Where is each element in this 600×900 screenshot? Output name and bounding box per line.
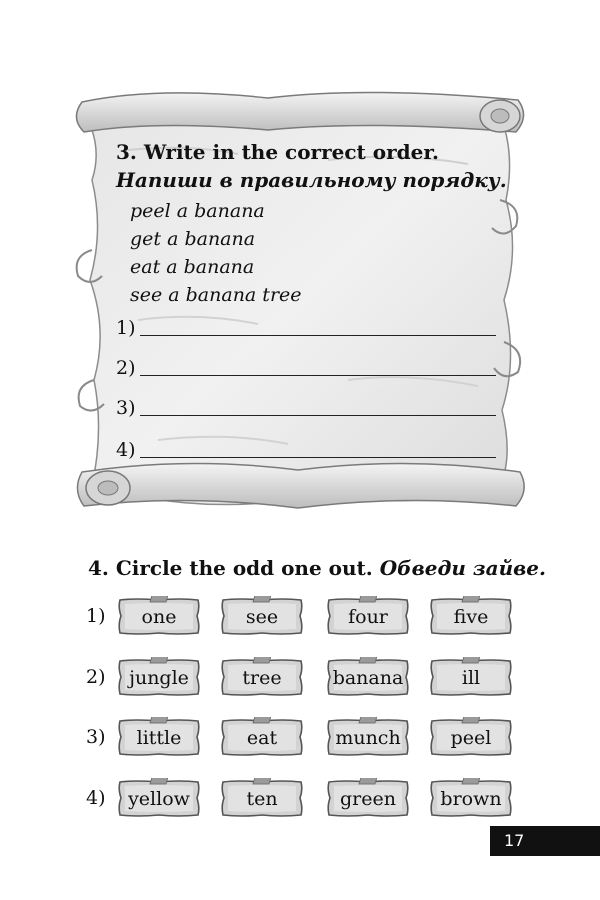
word-card[interactable] bbox=[428, 596, 514, 636]
word-card[interactable] bbox=[116, 717, 202, 757]
word-label: one bbox=[141, 606, 177, 628]
word-card[interactable] bbox=[428, 657, 514, 697]
word-card[interactable] bbox=[219, 657, 305, 697]
word-label: yellow bbox=[128, 788, 190, 810]
exercise-4-title bbox=[88, 556, 546, 580]
word-card[interactable] bbox=[219, 778, 305, 818]
answer-line-2[interactable] bbox=[116, 354, 496, 382]
row-number: 2) bbox=[86, 666, 106, 688]
word-label: brown bbox=[440, 788, 502, 810]
exercise-3-subtitle: Напиши в правильному порядку. bbox=[116, 168, 507, 192]
word-label: see bbox=[245, 606, 279, 628]
exercise-3-scroll bbox=[68, 80, 528, 520]
word-label: four bbox=[348, 606, 388, 628]
exercise-4-title-en: 4. Circle the odd one out. bbox=[88, 556, 373, 580]
word-card[interactable] bbox=[219, 596, 305, 636]
odd-one-out-row bbox=[86, 778, 526, 822]
phrase-item: peel a banana bbox=[130, 200, 265, 222]
answer-number: 1) bbox=[116, 317, 136, 339]
answer-blank[interactable] bbox=[140, 335, 496, 336]
answer-line-4[interactable] bbox=[116, 436, 496, 464]
word-label: munch bbox=[335, 727, 401, 749]
word-card[interactable] bbox=[325, 596, 411, 636]
odd-one-out-row bbox=[86, 596, 526, 640]
answer-number: 2) bbox=[116, 357, 136, 379]
answer-number: 3) bbox=[116, 397, 136, 419]
answer-blank[interactable] bbox=[140, 375, 496, 376]
answer-line-1[interactable] bbox=[116, 314, 496, 342]
word-card[interactable] bbox=[219, 717, 305, 757]
word-card[interactable] bbox=[325, 657, 411, 697]
page-number: 17 bbox=[504, 831, 525, 850]
word-label: banana bbox=[332, 667, 404, 689]
phrase-item: see a banana tree bbox=[130, 284, 302, 306]
word-card[interactable] bbox=[428, 778, 514, 818]
word-label: little bbox=[136, 727, 182, 749]
page-number-box bbox=[490, 826, 600, 856]
phrase-item: eat a banana bbox=[130, 256, 255, 278]
odd-one-out-row bbox=[86, 717, 526, 761]
word-label: ill bbox=[461, 667, 481, 689]
exercise-4-title-ru: Обведи зайве. bbox=[379, 556, 546, 580]
word-label: tree bbox=[242, 667, 282, 689]
word-card[interactable] bbox=[116, 778, 202, 818]
word-label: green bbox=[340, 788, 396, 810]
exercise-3-title: 3. Write in the correct order. bbox=[116, 140, 439, 164]
word-label: jungle bbox=[129, 667, 189, 689]
phrase-item: get a banana bbox=[130, 228, 256, 250]
answer-number: 4) bbox=[116, 439, 136, 461]
phrase-list bbox=[130, 197, 302, 309]
answer-blank[interactable] bbox=[140, 457, 496, 458]
row-number: 3) bbox=[86, 726, 106, 748]
row-number: 1) bbox=[86, 605, 106, 627]
word-label: ten bbox=[246, 788, 278, 810]
word-card[interactable] bbox=[325, 778, 411, 818]
word-card[interactable] bbox=[116, 596, 202, 636]
word-label: eat bbox=[246, 727, 278, 749]
word-label: five bbox=[453, 606, 489, 628]
word-card[interactable] bbox=[325, 717, 411, 757]
row-number: 4) bbox=[86, 787, 106, 809]
answer-line-3[interactable] bbox=[116, 394, 496, 422]
answer-blank[interactable] bbox=[140, 415, 496, 416]
word-card[interactable] bbox=[116, 657, 202, 697]
odd-one-out-row bbox=[86, 657, 526, 701]
word-card[interactable] bbox=[428, 717, 514, 757]
word-label: peel bbox=[450, 727, 492, 749]
